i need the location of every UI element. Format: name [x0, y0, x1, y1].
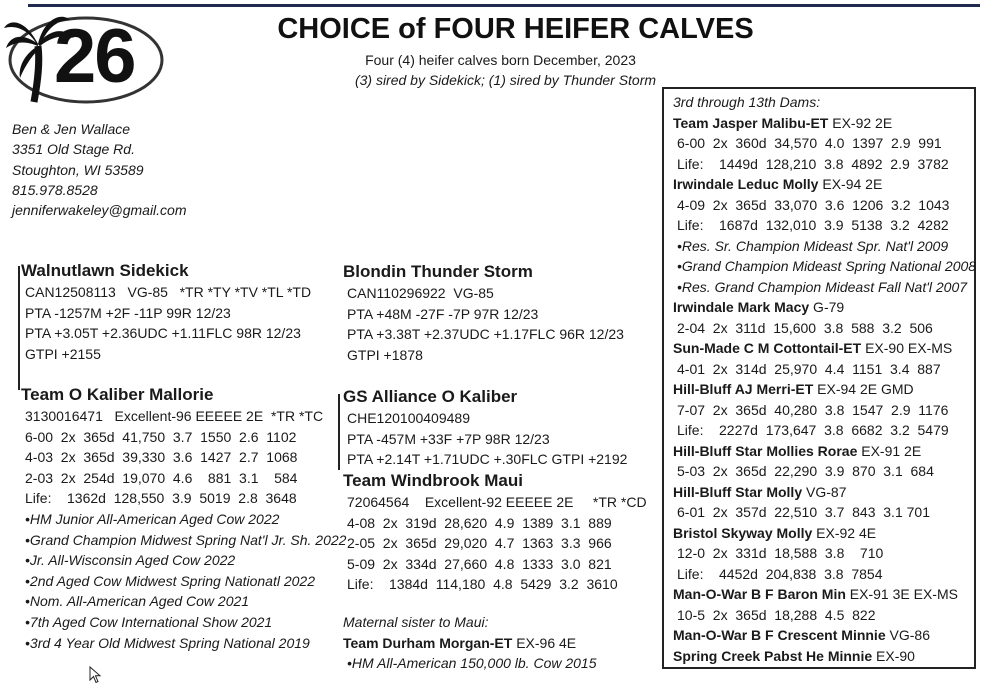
dam-entry — [673, 297, 973, 318]
dam1-line: 3130016471 Excellent-96 EEEEE 2E *TR *TC — [25, 408, 324, 424]
dam-record: 4-09 2x 365d 33,070 3.6 1206 3.2 1043 — [677, 196, 950, 213]
dam1-award: •Nom. All-American Aged Cow 2021 — [25, 593, 250, 610]
dam-entry-score: EX-91 2E — [857, 442, 922, 459]
dam-entry — [673, 338, 973, 359]
dam-record: Life: 1687d 132,010 3.9 5138 3.2 4282 — [677, 217, 949, 233]
sire1-line: CAN12508113 VG-85 *TR *TY *TV *TL *TD — [25, 284, 312, 300]
dam-entry-name: Irwindale Mark Macy — [673, 299, 810, 315]
dam2-line: 4-08 2x 319d 28,620 4.9 1389 3.1 889 — [347, 514, 612, 531]
dam1-award: •HM Junior All-American Aged Cow 2022 — [25, 510, 280, 527]
dam-entry — [673, 113, 973, 134]
consignor-address-street: 3351 Old Stage Rd. — [12, 141, 135, 158]
maternal-sister-award: •HM All-American 150,000 lb. Cow 2015 — [347, 655, 597, 672]
dam-entry-score: EX-94 2E — [818, 176, 883, 192]
dam2-line: 2-05 2x 365d 29,020 4.7 1363 3.3 966 — [347, 535, 612, 552]
dam-entry-score: EX-92 2E — [828, 114, 893, 131]
dam-entry-name: Man-O-War B F Baron Min — [673, 586, 846, 602]
dams-list — [673, 92, 977, 666]
dam-entry-name: Hill-Bluff Star Molly — [673, 483, 803, 500]
dam1-award: •Grand Champion Midwest Spring Nat'l Jr. Sh. 2022 — [25, 531, 347, 548]
dam2-sire-line: CHE120100409489 — [347, 410, 470, 426]
sire1-line: PTA +3.05T +2.36UDC +1.11FLC 98R 12/23 — [25, 325, 301, 342]
dams-header: 3rd through 13th Dams: — [673, 94, 821, 110]
dam-record: 12-0 2x 331d 18,588 3.8 710 — [677, 545, 884, 561]
dam-award: •Res. Sr. Champion Mideast Spr. Nat'l 2009 — [677, 237, 949, 254]
dam1-award: •3rd 4 Year Old Midwest Spring National 2019 — [25, 634, 310, 651]
sire2-block — [343, 261, 624, 365]
consignor-email[interactable]: jenniferwakeley@gmail.com — [12, 202, 187, 219]
dam-record: 5-03 2x 365d 22,290 3.9 870 3.1 684 — [677, 463, 934, 479]
dam1-name: Team O Kaliber Mallorie — [21, 385, 214, 404]
dam-entry — [673, 441, 973, 462]
dam-entry — [673, 625, 973, 646]
consignor-phone[interactable]: 815.978.8528 — [12, 181, 98, 198]
dam2-line: 5-09 2x 334d 27,660 4.8 1333 3.0 821 — [347, 555, 612, 572]
sire1-block — [21, 260, 311, 364]
dam2-sire-name: GS Alliance O Kaliber — [343, 387, 518, 406]
dam-entry-name: Sun-Made C M Cottontail-ET — [673, 340, 862, 356]
dam-entry — [673, 523, 973, 544]
consignor-address-city: Stoughton, WI 53589 — [12, 161, 144, 178]
dam-entry-name: Hill-Bluff Star Mollies Rorae — [673, 442, 858, 459]
top-rule — [28, 4, 980, 7]
dam-award: •Res. Grand Champion Mideast Fall Nat'l 2007 — [677, 278, 968, 295]
maternal-sister-label: Maternal sister to Maui: — [343, 614, 489, 630]
dam-entry — [673, 646, 973, 667]
dam1-award: •Jr. All-Wisconsin Aged Cow 2022 — [25, 552, 236, 569]
dam-entry — [673, 584, 973, 605]
dam-entry-score: VG-86 — [885, 627, 930, 643]
dam-entry-score: VG-87 — [802, 483, 847, 500]
dam-entry-score: EX-94 2E GMD — [813, 381, 914, 397]
dam-record: 2-04 2x 311d 15,600 3.8 588 3.2 506 — [677, 319, 933, 336]
subtitle-born: Four (4) heifer calves born December, 2023 — [365, 52, 636, 68]
maternal-sister-score: EX-96 4E — [512, 634, 577, 651]
dam-record: 6-00 2x 360d 34,570 4.0 1397 2.9 991 — [677, 135, 942, 151]
dam-record: Life: 2227d 173,647 3.8 6682 3.2 5479 — [677, 422, 949, 438]
dam-record: 7-07 2x 365d 40,280 3.8 1547 2.9 1176 — [677, 401, 949, 418]
dam-entry-score: EX-91 3E EX-MS — [845, 586, 958, 602]
dam-record: 4-01 2x 314d 25,970 4.4 1151 3.4 887 — [677, 360, 941, 377]
dam2-sire-line: PTA +2.14T +1.71UDC +.30FLC GTPI +2192 — [347, 451, 628, 468]
dam-entry-score: EX-92 4E — [812, 524, 877, 541]
dam1-line: 2-03 2x 254d 19,070 4.6 881 3.1 584 — [25, 469, 298, 486]
sire2-line: GTPI +1878 — [347, 346, 423, 363]
dam1-line: 6-00 2x 365d 41,750 3.7 1550 2.6 1102 — [25, 428, 297, 445]
dam2-name: Team Windbrook Maui — [343, 471, 523, 490]
subtitle-sired: (3) sired by Sidekick; (1) sired by Thunder Storm — [354, 72, 657, 88]
dam-entry-name: Team Jasper Malibu-ET — [673, 114, 829, 131]
consignor-info — [12, 119, 187, 220]
dam-record: 10-5 2x 365d 18,288 4.5 822 — [677, 606, 876, 623]
dam2-sire-line: PTA -457M +33F +7P 98R 12/23 — [347, 430, 550, 447]
dam2-line: Life: 1384d 114,180 4.8 5429 3.2 3610 — [347, 576, 618, 593]
dam-entry-name: Spring Creek Pabst He Minnie — [673, 647, 873, 664]
dam-entry — [673, 174, 973, 195]
dam2-block — [343, 470, 647, 595]
dam-entry-name: Irwindale Leduc Molly — [673, 176, 819, 192]
dam-record: Life: 1449d 128,210 3.8 4892 2.9 3782 — [677, 155, 949, 172]
sire2-line: PTA +48M -27F -7P 97R 12/23 — [347, 305, 539, 322]
dam-award: •Grand Champion Mideast Spring National 2008 — [677, 258, 977, 274]
dam-entry — [673, 482, 973, 503]
dam1-award: •2nd Aged Cow Midwest Spring Nationatl 2022 — [25, 572, 315, 589]
sire2-name: Blondin Thunder Storm — [343, 262, 533, 281]
dam-entry — [673, 379, 973, 400]
consignor-name: Ben & Jen Wallace — [12, 121, 131, 137]
maternal-sister-block — [343, 612, 597, 674]
page-title: CHOICE of FOUR HEIFER CALVES — [277, 13, 754, 45]
dam-entry-score: G-79 — [809, 299, 845, 315]
sire2-line: CAN110296922 VG-85 — [347, 285, 494, 301]
dam-entry-name: Man-O-War B F Crescent Minnie — [673, 627, 886, 643]
dam2-line: 72064564 Excellent-92 EEEEE 2E *TR *CD — [347, 494, 647, 510]
dam-entry-name: Hill-Bluff AJ Merri-ET — [673, 381, 814, 397]
dam1-line: 4-03 2x 365d 39,330 3.6 1427 2.7 1068 — [25, 449, 298, 466]
dam-record: Life: 4452d 204,838 3.8 7854 — [677, 565, 883, 582]
dam-entry-score: EX-90 EX-MS — [861, 340, 953, 356]
maternal-sister-name: Team Durham Morgan-ET — [343, 634, 513, 651]
dam1-block — [21, 384, 346, 653]
dam-entry-name: Bristol Skyway Molly — [673, 524, 813, 541]
lot-number: 26 — [54, 14, 135, 99]
maternal-sister-row — [343, 633, 597, 654]
dam2-sire-block — [343, 386, 627, 470]
sire1-name: Walnutlawn Sidekick — [21, 261, 189, 280]
dam-record: 6-01 2x 357d 22,510 3.7 843 3.1 701 — [677, 504, 930, 520]
sire1-line: GTPI +2155 — [25, 345, 101, 362]
mouse-pointer-icon — [89, 666, 103, 684]
sire2-line: PTA +3.38T +2.37UDC +1.17FLC 96R 12/23 — [347, 326, 624, 343]
sire1-line: PTA -1257M +2F -11P 99R 12/23 — [25, 304, 231, 321]
dam-entry-score: EX-90 — [872, 647, 915, 664]
dam1-award: •7th Aged Cow International Show 2021 — [25, 613, 273, 630]
dam1-line: Life: 1362d 128,550 3.9 5019 2.8 3648 — [25, 490, 297, 507]
pedigree-bracket-left — [18, 266, 20, 390]
